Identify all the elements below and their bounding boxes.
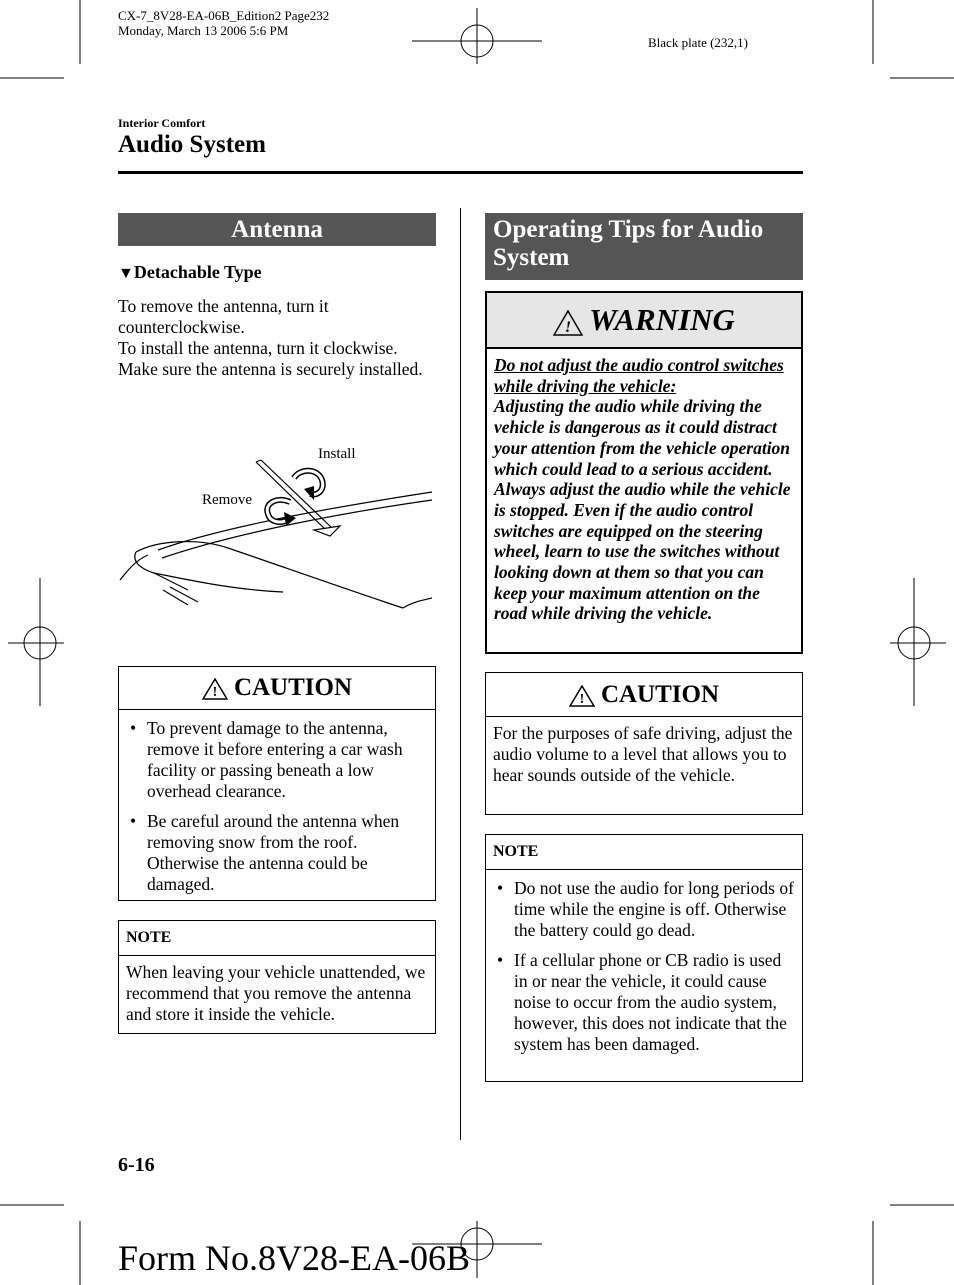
antenna-illustration bbox=[118, 440, 436, 620]
note-list bbox=[486, 870, 802, 1055]
antenna-title-text: Antenna bbox=[231, 216, 323, 243]
note-item: • If a cellular phone or CB radio is used in or near the vehicle, it could cause noise to occur from the audio system, however, this does not indicate that the system has been damaged. bbox=[493, 950, 796, 1055]
antenna-caution-box bbox=[118, 666, 436, 901]
caution-title: CAUTION bbox=[233, 674, 353, 701]
warning-header bbox=[487, 293, 801, 349]
svg-text:!: ! bbox=[564, 318, 572, 336]
form-number: Form No.8V28-EA-06B bbox=[118, 1238, 470, 1278]
warning-title: WARNING bbox=[589, 302, 735, 337]
remove-label: Remove bbox=[202, 492, 252, 508]
note-item: • Do not use the audio for long periods of time while the engine is off. Otherwise the battery could go dead. bbox=[493, 878, 796, 941]
instruction-install: To install the antenna, turn it clockwise. bbox=[118, 338, 398, 358]
svg-text:!: ! bbox=[212, 685, 218, 701]
detachable-subheading bbox=[118, 262, 262, 283]
audio-note-box bbox=[485, 834, 803, 1082]
warning-triangle-icon bbox=[553, 310, 583, 336]
warning-triangle-icon bbox=[202, 678, 228, 700]
warning-triangle-icon bbox=[569, 685, 595, 707]
antenna-section-title bbox=[118, 213, 436, 246]
operating-tips-title bbox=[485, 213, 803, 280]
warning-lead: Do not adjust the audio control switches while driving the vehicle: bbox=[494, 355, 784, 396]
caution-header bbox=[119, 667, 435, 710]
plate-label: Black plate (232,1) bbox=[648, 35, 748, 50]
audio-caution-box bbox=[485, 672, 803, 815]
install-label: Install bbox=[318, 446, 356, 462]
header-rule bbox=[118, 171, 803, 174]
caution-list bbox=[119, 710, 435, 895]
note-text: When leaving your vehicle unattended, we recommend that you remove the antenna and store it inside the vehicle. bbox=[126, 962, 426, 1024]
note-header: NOTE bbox=[486, 835, 802, 870]
caution-item: • To prevent damage to the antenna, remove it before entering a car wash facility or passing beneath a low overhead clearance. bbox=[126, 718, 427, 802]
instruction-secure: Make sure the antenna is securely installed. bbox=[118, 359, 423, 379]
caution-text: For the purposes of safe driving, adjust the audio volume to a level that allows you to hear sounds outside of the vehicle. bbox=[493, 723, 793, 785]
caution-item: • Be careful around the antenna when removing snow from the roof. Otherwise the antenna could be damaged. bbox=[126, 811, 427, 895]
caution-header bbox=[486, 673, 802, 717]
column-divider bbox=[460, 208, 461, 1140]
antenna-instructions bbox=[118, 296, 433, 380]
subhead-marker-icon: ▼ bbox=[118, 265, 134, 282]
operating-tips-title-text: Operating Tips for Audio System bbox=[493, 216, 764, 271]
page-number: 6-16 bbox=[118, 1154, 155, 1176]
caution-title: CAUTION bbox=[600, 681, 720, 708]
instruction-remove: To remove the antenna, turn it counterclockwise. bbox=[118, 296, 329, 337]
page-title: Audio System bbox=[118, 131, 266, 158]
antenna-figure bbox=[118, 440, 436, 620]
note-header: NOTE bbox=[119, 921, 435, 956]
warning-box bbox=[485, 291, 803, 654]
subhead-text: Detachable Type bbox=[133, 262, 262, 282]
warning-body bbox=[487, 349, 801, 624]
antenna-note-box bbox=[118, 920, 436, 1034]
section-label: Interior Comfort bbox=[118, 116, 206, 130]
warning-text: Adjusting the audio while driving the vehicle is dangerous as it could distract your attention from the vehicle operation which could lead to a serious accident. Always adjust the audio while the vehicle is stopped. Even if the audio control switches are equipped on the steering wheel, learn to use the switches without looking down at them so that you can keep your maximum attention on the road while driving the vehicle. bbox=[494, 396, 791, 624]
print-meta bbox=[118, 8, 329, 38]
print-meta-line2: Monday, March 13 2006 5:6 PM bbox=[118, 23, 289, 38]
svg-text:!: ! bbox=[579, 692, 585, 708]
print-meta-line1: CX-7_8V28-EA-06B_Edition2 Page232 bbox=[118, 8, 330, 23]
